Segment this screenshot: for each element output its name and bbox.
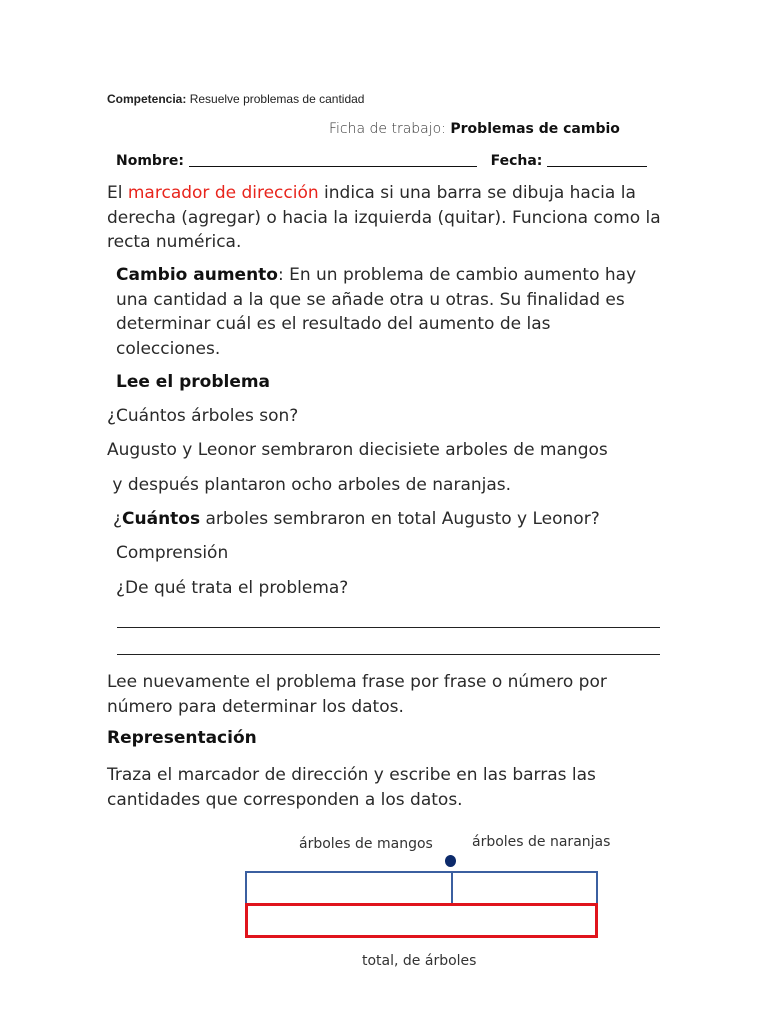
fecha-label: Fecha: <box>490 153 543 169</box>
label-total: total, de árboles <box>362 953 477 969</box>
competencia-line <box>107 92 364 106</box>
intro-paragraph <box>107 181 667 255</box>
problem-line-2: y después plantaron ocho arboles de naranjas. <box>107 475 512 495</box>
reread-paragraph: Lee nuevamente el problema frase por frase o número por número para determinar los datos. <box>107 672 607 717</box>
problem-ask <box>113 509 600 529</box>
problem-ask-bold: Cuántos <box>122 509 201 529</box>
nombre-fecha-line <box>116 152 647 169</box>
label-naranjas: árboles de naranjas <box>472 834 611 850</box>
definition-term: Cambio aumento <box>116 265 278 285</box>
nombre-label: Nombre: <box>116 153 184 169</box>
ficha-title-line <box>329 121 620 137</box>
ficha-title: Problemas de cambio <box>450 121 620 137</box>
bar-naranjas[interactable] <box>451 871 598 905</box>
problem-line-1: Augusto y Leonor sembraron diecisiete arboles de mangos <box>107 440 608 460</box>
problem-question: ¿Cuántos árboles son? <box>107 406 299 426</box>
answer-line-2[interactable] <box>117 654 660 655</box>
representation-heading: Representación <box>107 728 257 748</box>
direction-marker-term: marcador de dirección <box>127 183 319 203</box>
fecha-blank[interactable] <box>547 152 647 167</box>
definition-paragraph <box>116 263 646 361</box>
direction-marker-dot <box>445 855 456 867</box>
problem-ask-rest: arboles sembraron en total Augusto y Leonor? <box>200 509 600 529</box>
representation-instructions: Traza el marcador de dirección y escribe en las barras las cantidades que corresponden a los datos. <box>107 765 596 810</box>
competencia-text: Resuelve problemas de cantidad <box>189 92 365 106</box>
intro-rest: indica si una barra se dibuja hacia la derecha (agregar) o hacia la izquierda (quitar). Funciona como la recta numérica. <box>107 183 661 252</box>
problem-heading: Lee el problema <box>116 372 271 392</box>
comprehension-heading: Comprensión <box>116 543 229 563</box>
label-mangos: árboles de mangos <box>299 836 433 852</box>
answer-line-1[interactable] <box>117 627 660 628</box>
bar-mangos[interactable] <box>245 871 453 905</box>
nombre-blank[interactable] <box>189 152 477 167</box>
bar-total[interactable] <box>245 903 598 938</box>
problem-ask-prefix: ¿ <box>113 509 123 529</box>
comprehension-question: ¿De qué trata el problema? <box>116 578 349 598</box>
ficha-label: Ficha de trabajo: <box>329 121 446 137</box>
competencia-label: Competencia: <box>107 92 187 106</box>
intro-prefix: El <box>107 183 128 203</box>
definition-text: : En un problema de cambio aumento hay una cantidad a la que se añade otra u otras. Su finalidad es determinar cuál es el resultado del aumento de las colecciones. <box>116 265 637 359</box>
